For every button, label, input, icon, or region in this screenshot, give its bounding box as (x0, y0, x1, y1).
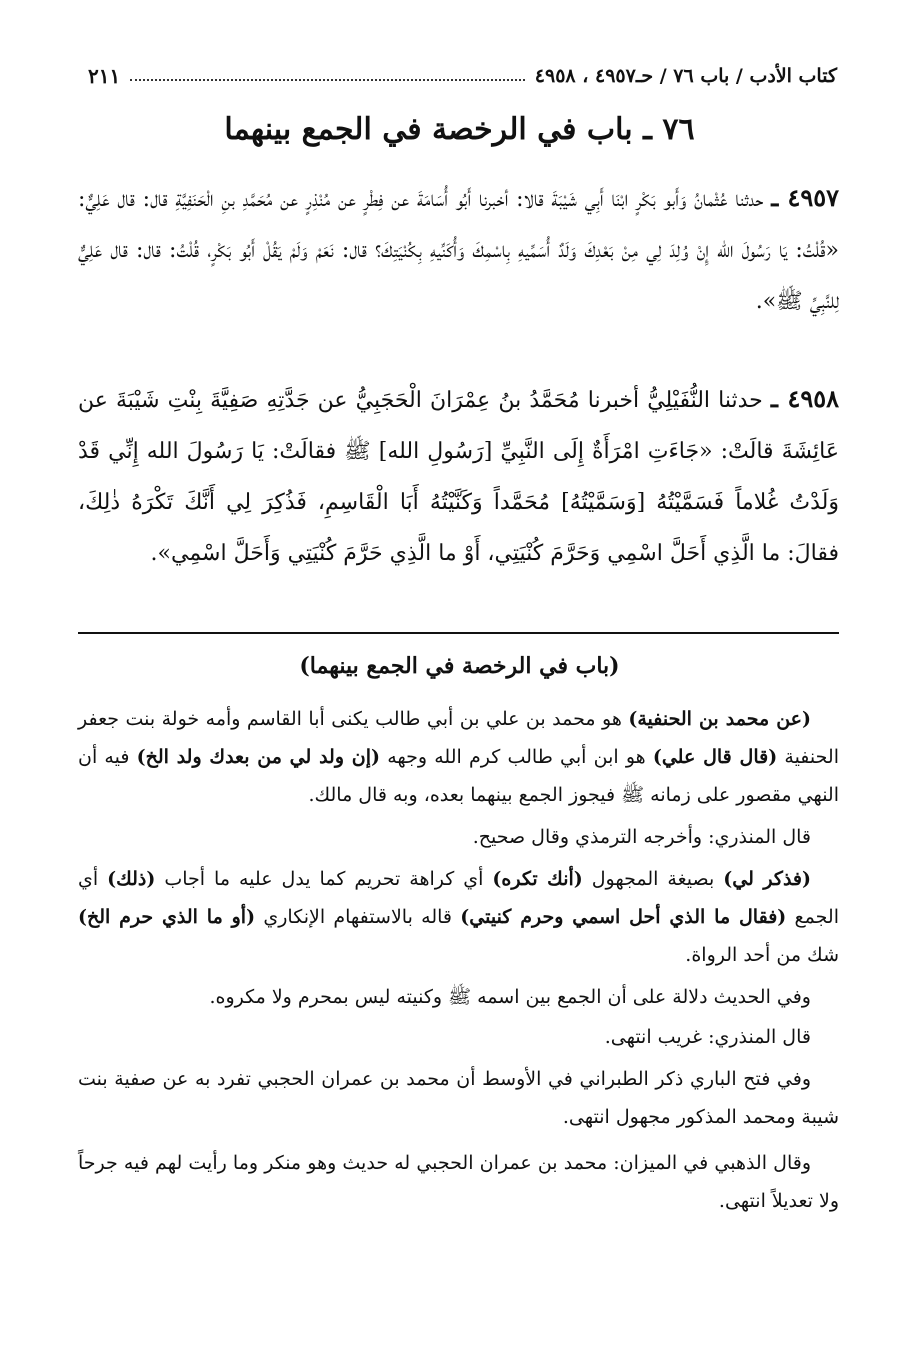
quoted-phrase: (إن ولد لي من بعدك ولد الخ) (136, 746, 380, 768)
footnote-divider (78, 632, 839, 634)
commentary-paragraph (78, 700, 839, 814)
page-number: ٢١١ (88, 64, 121, 88)
commentary-text: وفي الحديث دلالة على أن الجمع بين اسمه ﷺ وكنيته ليس بمحرم ولا مكروه. (209, 986, 811, 1008)
commentary-text: وقال الذهبي في الميزان: محمد بن عمران الحجبي له حديث وهو منكر وما رأيت لهم فيه جرحاً ولا تعديلاً انتهى. (78, 1152, 839, 1212)
commentary-paragraph (78, 1018, 839, 1056)
commentary-text: أي الجمع (78, 868, 839, 928)
commentary-paragraph (78, 860, 839, 974)
quoted-phrase: (قال قال علي) (652, 746, 778, 768)
hadith-4958 (78, 373, 839, 579)
chapter-title: ٧٦ ـ باب في الرخصة في الجمع بينهما (224, 112, 695, 147)
quoted-phrase: (ذلك) (107, 868, 156, 890)
commentary-text: هو محمد بن علي بن أبي طالب يكنى أبا القاسم وأمه خولة بنت جعفر الحنفية (78, 708, 839, 768)
leader-dots (130, 79, 525, 81)
quoted-phrase: (أنك تكره) (492, 868, 583, 890)
quoted-phrase: (أو ما الذي حرم الخ) (78, 906, 256, 928)
quoted-phrase: (فقال ما الذي أحل اسمي وحرم كنيتي) (460, 906, 787, 928)
hadith-4957 (78, 172, 839, 327)
running-title: كتاب الأدب / باب ٧٦ / حـ٤٩٥٧ ، ٤٩٥٨ (534, 65, 837, 87)
running-header (88, 56, 837, 96)
hadith-text: حدثنا النُّفَيْلِيُّ أخبرنا مُحَمَّدُ بنُ عِمْرَانَ الْحَجَبِيُّ عن جَدَّتِهِ صَفِيَّةَ بِنْتِ شَيْبَةَ عن عَائِشَةَ قالَتْ: «جَاءَتِ امْرَأَةٌ إِلَى النَّبِيِّ [رَسُولِ الله] ﷺ فقالَتْ: يَا رَسُولَ الله إِنِّي قَدْ وَلَدْتُ غُلاماً فَسَمَّيْتُهُ [وَسَمَّيْتُهُ] مُحَمَّداً وَكَنَّيْتُهُ أَبَا الْقَاسِمِ، فَذُكِرَ لِي أَنَّكَ تَكْرَهُ ذٰلِكَ، فقالَ: ما الَّذِي أَحَلَّ اسْمِي وَحَرَّمَ كُنْيَتِي، أَوْ ما الَّذِي حَرَّمَ كُنْيَتِي وَأَحَلَّ اسْمِي». (78, 388, 839, 566)
commentary-text: هو ابن أبي طالب كرم الله وجهه (380, 746, 653, 768)
commentary-paragraph (78, 818, 839, 856)
hadith-number: ٤٩٥٨ ـ (770, 384, 840, 413)
commentary-text: فيه أن النهي مقصور على زمانه ﷺ فيجوز الجمع بينهما بعده، وبه قال مالك. (78, 746, 839, 806)
commentary-text: أي كراهة تحريم كما يدل عليه ما أجاب (155, 868, 493, 890)
commentary-paragraph (78, 1060, 839, 1136)
hadith-number: ٤٩٥٧ ـ (771, 183, 839, 212)
commentary-text: قال المنذري: وأخرجه الترمذي وقال صحيح. (472, 826, 811, 848)
commentary-text: وفي فتح الباري ذكر الطبراني في الأوسط أن محمد بن عمران الحجبي تفرد به عن صفية بنت شيبة ومحمد المذكور مجهول انتهى. (78, 1068, 839, 1128)
quoted-phrase: (فذكر لي) (723, 868, 811, 890)
commentary-text: بصيغة المجهول (582, 868, 724, 890)
commentary-paragraph (78, 1144, 839, 1220)
hadith-text: حدثنا عُثْمانُ وَأَبو بَكْرٍ ابْنَا أَبِي شَيْبَةَ قالا: أخبرنا أَبُو أُسَامَةَ عن فِطْرٍ عن مُنْذِرٍ عن مُحَمَّدِ بنِ الْحَنَفِيَّةِ قال: قال عَلِيٌّ: «قُلْتُ: يَا رَسُولَ الله إِنْ وُلِدَ لِي مِنْ بَعْدِكَ وَلَدٌ أُسَمِّيهِ بِاسْمِكَ وَأُكَنِّيهِ بِكُنْيَتِكَ؟ قال: نَعَمْ وَلَمْ يَقُلْ أَبُو بَكْرٍ، قُلْتُ: قال: قال عَلِيٌّ لِلنَّبِيِّ ﷺ». (78, 187, 839, 314)
commentary-text: قال المنذري: غريب انتهى. (604, 1026, 811, 1048)
commentary-text: قاله بالاستفهام الإنكاري (255, 906, 461, 928)
commentary-paragraph (78, 978, 839, 1016)
quoted-phrase: (عن محمد بن الحنفية) (628, 708, 811, 730)
commentary-text: شك من أحد الرواة. (685, 944, 839, 966)
commentary-title: (باب في الرخصة في الجمع بينهما) (299, 653, 620, 679)
